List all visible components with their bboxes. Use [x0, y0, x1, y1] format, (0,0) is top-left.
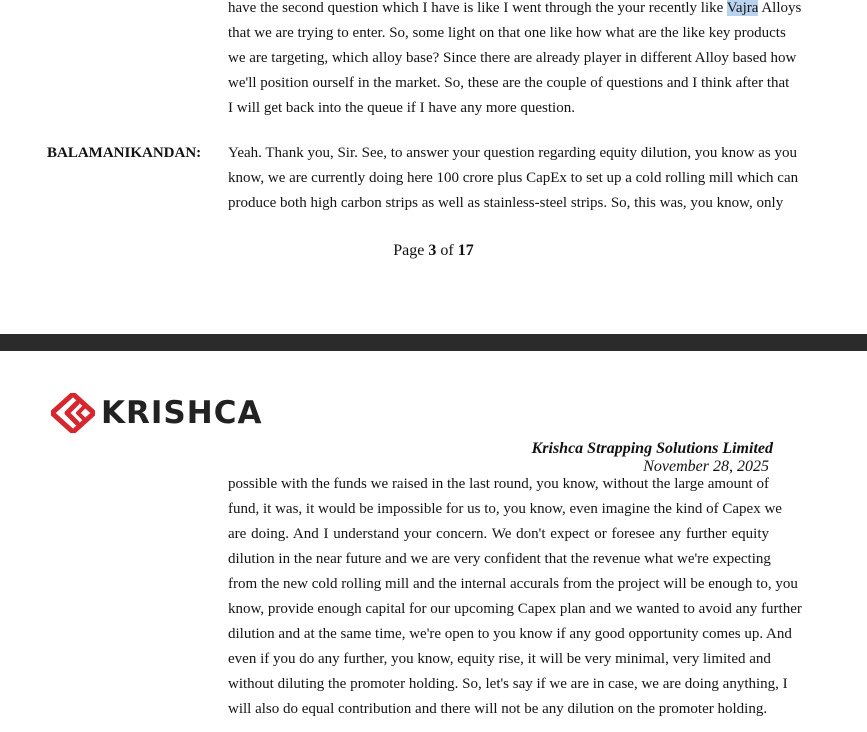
body-line-1: possible with the funds we raised in the last round, you know, without the large amount of [228, 476, 769, 492]
question-line-5: I will get back into the queue if I have any more question. [228, 100, 575, 116]
body-line-8: even if you do any further, you know, equity rise, it will be very minimal, very limited and [228, 651, 771, 667]
question-line-3: we are targeting, which alloy base? Since there are already player in different Alloy based how [228, 50, 797, 66]
body-line-6: know, provide enough capital for our upcoming Capex plan and we wanted to avoid any further [228, 601, 802, 617]
question-line-4: we'll position ourself in the market. So, these are the couple of questions and I think after that [228, 75, 790, 91]
speaker-name: BALAMANIKANDAN: [47, 145, 202, 161]
body-line-3: are doing. And I understand your concern. We don't expect or foresee any further equity [228, 526, 769, 542]
answer-line-1: Yeah. Thank you, Sir. See, to answer your question regarding equity dilution, you know as you [228, 145, 797, 161]
answer-line-3: produce both high carbon strips as well as stainless-steel strips. So, this was, you know, only [228, 195, 784, 211]
krishca-logo [51, 393, 262, 433]
logo-wordmark: KRISHCA [101, 395, 263, 431]
body-line-9: without diluting the promoter holding. So, let's say if we are in case, we are doing anything, I [228, 676, 788, 692]
body-line-4: dilution in the near future and we are very confident that the revenue what we're expecting [228, 551, 771, 567]
company-name: Krishca Strapping Solutions Limited [531, 440, 773, 457]
body-line-2: fund, it was, it would be impossible for us to, you know, even imagine the kind of Capex we [228, 501, 782, 517]
document-date: November 28, 2025 [643, 458, 769, 475]
body-line-7: dilution and at the same time, we're open to you know if any good opportunity comes up. And [228, 626, 792, 642]
body-line-10: will also do equal contribution and there will not be any dilution on the promoter holding. [228, 701, 768, 717]
transcript-page-4 [0, 351, 867, 732]
answer-line-2: know, we are currently doing here 100 crore plus CapEx to set up a cold rolling mill which can [228, 170, 799, 186]
krishca-logo-icon [51, 393, 95, 433]
transcript-page-3 [0, 0, 867, 334]
body-line-5: from the new cold rolling mill and the internal accurals from the project will be enough to, you [228, 576, 798, 592]
question-line-1: have the second question which I have is like I went through the your recently like Vajra Alloys [228, 0, 802, 16]
page-separator [0, 334, 867, 351]
search-highlight: Vajra [726, 0, 759, 16]
question-line-2: that we are trying to enter. So, some light on that one like how what are the like key products [228, 25, 786, 41]
page-number: Page 3 of 17 [393, 242, 474, 259]
